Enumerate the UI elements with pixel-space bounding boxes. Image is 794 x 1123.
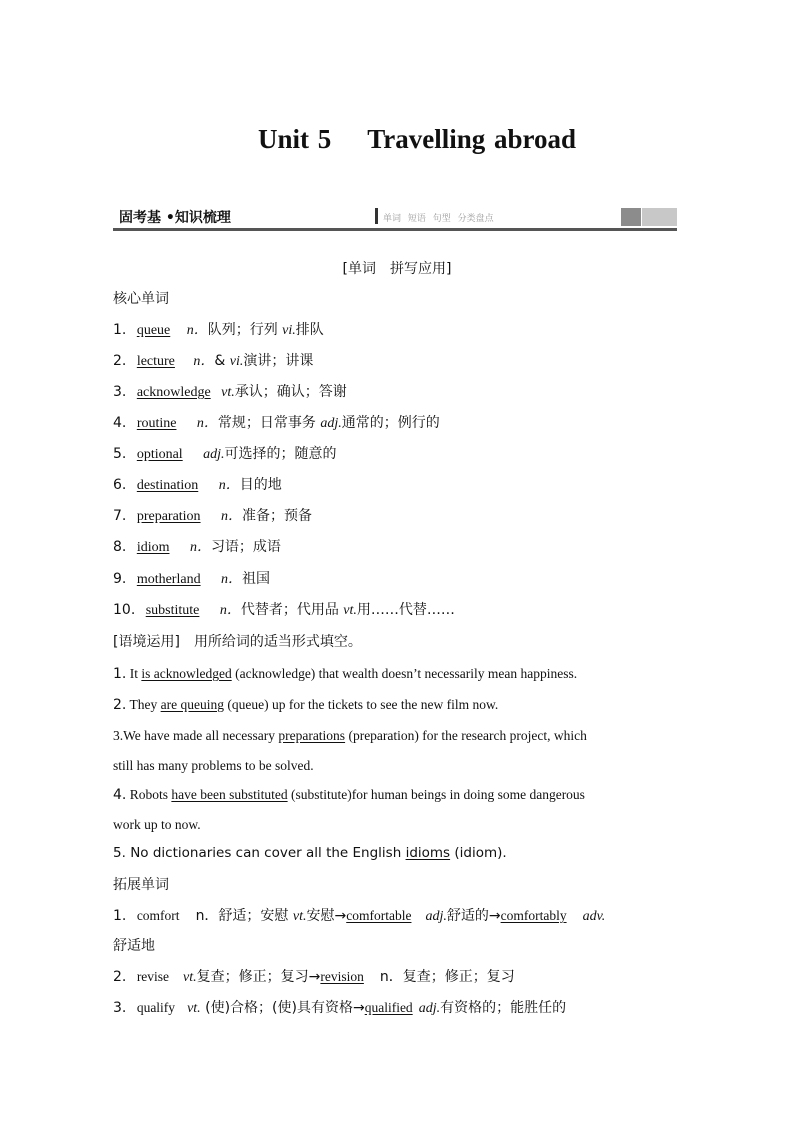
banner-divider: [375, 208, 378, 224]
pos: adj.: [203, 447, 225, 462]
ext-word-row: [113, 906, 605, 927]
item-number: 4.: [113, 415, 127, 431]
item-number: 2.: [113, 697, 127, 713]
definition: 通常的；例行的: [341, 415, 440, 431]
core-word-row: [113, 351, 313, 372]
definition: &: [214, 353, 230, 369]
sentence-text: (queue) up for the tickets to see the new film now.: [223, 697, 499, 712]
answer-word: comfortable: [346, 908, 412, 923]
ext-word-row: [113, 967, 515, 988]
context-heading: [113, 632, 362, 652]
banner-subtitles: [383, 211, 498, 224]
ext-word-row: [113, 998, 566, 1019]
banner-block-dark: [621, 208, 641, 226]
answer-word: destination: [136, 478, 199, 493]
pos: n．: [221, 509, 243, 524]
banner-block-light: [642, 208, 677, 226]
definition: 目的地: [239, 477, 282, 493]
item-number: 3.: [113, 728, 124, 743]
definition: n．舒适；安慰: [195, 908, 293, 924]
pos: vt.: [221, 385, 235, 400]
pos: adj.: [320, 416, 342, 431]
ext-word-row-cont: 舒适地: [113, 938, 155, 954]
pos: vt.: [343, 603, 357, 618]
base-word: comfort: [136, 908, 180, 923]
context-sentence: [113, 695, 498, 715]
banner-sub: 分类盘点: [457, 214, 494, 224]
item-number: 5.: [113, 446, 127, 462]
pos: vt.: [183, 970, 197, 985]
definition: 准备；预备: [242, 508, 313, 524]
context-sentence: [113, 726, 587, 746]
definition: 舒适的→: [446, 908, 501, 924]
item-number: 9.: [113, 571, 127, 587]
item-number: 5.: [113, 845, 126, 861]
unit-number: Unit 5: [258, 124, 332, 154]
pos: n．: [193, 354, 215, 369]
sentence-text: Robots: [129, 787, 172, 802]
pos: n．: [218, 478, 240, 493]
item-number: 6.: [113, 477, 127, 493]
pos: n．: [219, 603, 241, 618]
item-number: 10.: [113, 602, 136, 618]
ext-heading: 拓展单词: [113, 877, 169, 893]
sentence-text: (idiom).: [450, 845, 507, 861]
core-word-row: [113, 475, 282, 496]
item-number: 3.: [113, 384, 127, 400]
sentence-text: It: [129, 666, 142, 681]
definition: (使)合格；(使)具有资格→: [200, 1000, 365, 1016]
definition: 常规；日常事务: [217, 415, 321, 431]
definition: 有资格的；能胜任的: [440, 1000, 567, 1016]
answer-word: revision: [320, 969, 364, 984]
unit-name: Travelling abroad: [367, 124, 577, 154]
section-label: [单词 拼写应用]: [342, 261, 452, 277]
core-word-row: [113, 444, 337, 465]
definition: 承认；确认；答谢: [234, 384, 347, 400]
context-sentence: [113, 785, 585, 805]
answer-word: preparations: [278, 728, 346, 743]
item-number: 7.: [113, 508, 127, 524]
pos: vi.: [229, 354, 244, 369]
sentence-text: We have made all necessary: [123, 728, 279, 743]
answer-word: optional: [136, 447, 183, 462]
banner-sub: 单词: [383, 214, 402, 224]
answer-word: idioms: [405, 845, 451, 861]
item-number: 1.: [113, 666, 127, 682]
context-label: [语境运用]: [113, 634, 180, 650]
base-word: qualify: [136, 1000, 176, 1015]
pos: n．: [186, 323, 208, 338]
pos: vt.: [292, 909, 307, 924]
definition: n．复查；修正；复习: [379, 969, 515, 985]
answer-word: queue: [136, 323, 171, 338]
base-word: revise: [136, 969, 170, 984]
answer-word: qualified: [364, 1000, 413, 1015]
item-number: 2.: [113, 353, 127, 369]
banner-sub: 句型: [432, 214, 451, 224]
core-word-row: [113, 382, 347, 403]
page-title: [0, 124, 794, 155]
pos: adj.: [418, 1001, 441, 1016]
core-word-row: [113, 569, 270, 590]
sentence-text: work up to now.: [113, 817, 201, 832]
item-number: 3.: [113, 1000, 127, 1016]
item-number: 8.: [113, 539, 127, 555]
core-word-row: [113, 537, 281, 558]
pos: adj.: [425, 909, 447, 924]
definition: 排队: [295, 322, 324, 338]
core-heading: 核心单词: [113, 291, 169, 307]
definition: 祖国: [242, 571, 271, 587]
sentence-text: (acknowledge) that wealth doesn’t necessarily mean happiness.: [231, 666, 578, 681]
sentence-text: No dictionaries can cover all the English: [130, 845, 406, 861]
core-word-row: [113, 413, 440, 434]
answer-word: is acknowledged: [141, 666, 232, 681]
core-word-row: [113, 600, 455, 621]
definition: 代替者；代用品: [240, 602, 344, 618]
sentence-text: They: [129, 697, 161, 712]
sentence-text: (preparation) for the research project, which: [345, 728, 587, 743]
core-word-row: [113, 506, 312, 527]
item-number: 1.: [113, 322, 127, 338]
context-sentence: [113, 664, 577, 684]
banner-sub: 短语: [407, 214, 426, 224]
banner-title: 固考基 •知识梳理: [119, 210, 231, 226]
answer-word: routine: [136, 416, 177, 431]
pos: n．: [221, 572, 243, 587]
pos: n．: [196, 416, 218, 431]
answer-word: motherland: [136, 572, 201, 587]
definition: 演讲；讲课: [243, 353, 314, 369]
sentence-text: still has many problems to be solved.: [113, 758, 314, 773]
pos: vi.: [282, 323, 296, 338]
definition: 可选择的；随意的: [224, 446, 337, 462]
context-sentence-cont: [113, 815, 201, 835]
answer-word: lecture: [136, 354, 175, 369]
answer-word: acknowledge: [136, 385, 211, 400]
item-number: 4.: [113, 787, 127, 803]
core-word-row: [113, 320, 324, 341]
answer-word: comfortably: [500, 908, 567, 923]
context-sentence-cont: [113, 756, 314, 776]
pos: n．: [189, 540, 211, 555]
answer-word: substitute: [145, 603, 200, 618]
definition: 队列；行列: [207, 322, 283, 338]
answer-word: have been substituted: [171, 787, 288, 802]
context-sentence: [113, 843, 507, 863]
answer-word: idiom: [136, 540, 170, 555]
answer-word: are queuing: [160, 697, 224, 712]
sentence-text: (substitute)for human beings in doing some dangerous: [287, 787, 585, 802]
answer-word: preparation: [136, 509, 201, 524]
item-number: 2.: [113, 969, 127, 985]
pos: adv.: [582, 909, 606, 924]
definition: 安慰→: [306, 908, 347, 924]
definition: 用……代替……: [356, 602, 455, 618]
context-instruction: 用所给词的适当形式填空。: [193, 634, 362, 650]
definition: 复查；修正；复习→: [196, 969, 321, 985]
section-banner: [113, 206, 677, 231]
definition: 习语；成语: [210, 539, 281, 555]
pos: vt.: [187, 1001, 201, 1016]
item-number: 1.: [113, 908, 127, 924]
